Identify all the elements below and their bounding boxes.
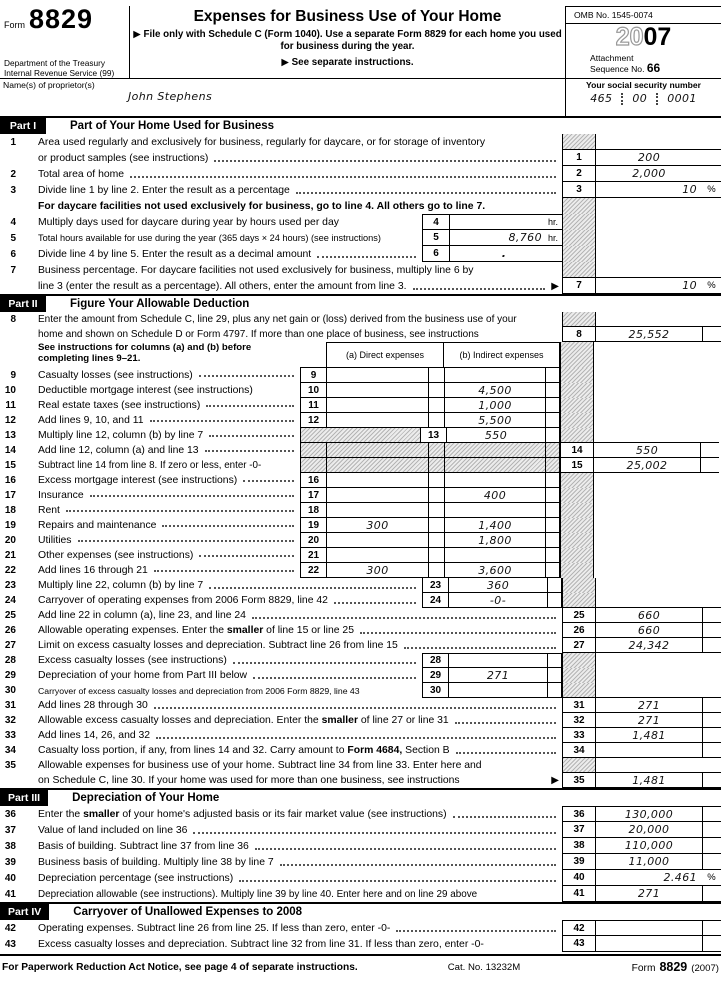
- dot-leader: [90, 495, 294, 497]
- filing-instruction: ▶ File only with Schedule C (Form 1040). Use a separate Form 8829 for each home you used for business during the year.: [133, 29, 562, 52]
- line-40-label: Depreciation percentage (see instructions): [38, 872, 234, 884]
- line-28-value[interactable]: [449, 653, 547, 668]
- line-35-number: 35: [4, 760, 16, 771]
- dot-leader: [154, 570, 294, 572]
- line-14-label: Add line 12, column (a) and line 13: [38, 445, 199, 456]
- line-23-number: 23: [4, 580, 16, 591]
- line-20-row: 20 Utilities 20 1,800: [0, 533, 721, 548]
- form-title-block: [130, 6, 565, 78]
- line-11-label: Real estate taxes (see instructions): [38, 400, 201, 411]
- line-25-number: 25: [4, 610, 16, 621]
- attachment-sequence: Attachment Sequence No. 66: [590, 53, 661, 75]
- part2-tag: Part II: [0, 296, 46, 312]
- line-17-label: Insurance: [38, 490, 84, 501]
- dot-leader: [78, 540, 295, 542]
- dot-leader: [243, 480, 294, 482]
- line-43-label: Excess casualty losses and depreciation. Subtract line 32 from line 31. If less than zero, enter -0-: [38, 938, 484, 950]
- proprietor-name-field[interactable]: John Stephens: [128, 90, 213, 103]
- form-number: 8829: [29, 4, 94, 34]
- line-23-row: 23 Multiply line 22, column (b) by line 7 23 360: [0, 578, 721, 593]
- line-41-number: 41: [4, 888, 16, 900]
- line-41-value[interactable]: 271: [596, 886, 702, 902]
- line-38-row: 38 Basis of building. Subtract line 37 from line 36 38 110,000: [0, 838, 721, 854]
- line-20-label: Utilities: [38, 535, 72, 546]
- line-17-direct[interactable]: [326, 488, 428, 503]
- line-1-label-a: Area used regularly and exclusively for business, regularly for daycare, or for storage of inventory: [38, 136, 486, 148]
- columns-note: See instructions for columns (a) and (b) before completing lines 9–21.: [38, 342, 252, 364]
- line-39-label: Business basis of building. Multiply line 38 by line 7: [38, 856, 274, 868]
- line-4-label: Multiply days used for daycare during year by hours used per day: [38, 216, 339, 228]
- line-16-number: 16: [4, 475, 16, 486]
- column-a-header: (a) Direct expenses: [326, 342, 444, 368]
- line-26-value[interactable]: 660: [596, 623, 702, 638]
- line-1-row-a: [0, 134, 721, 150]
- line-33-number: 33: [4, 730, 16, 741]
- line-1-row-b: or product samples (see instructions) 1 200: [0, 150, 721, 166]
- line-43-row: 43 Excess casualty losses and depreciation. Subtract line 32 from line 31. If less than zero, enter -0- 43: [0, 936, 721, 952]
- line-4-number: 4: [10, 216, 16, 228]
- ssn-label: Your social security number: [586, 80, 701, 90]
- line-13-row: 13 Multiply line 12, column (b) by line 7 13 550: [0, 428, 721, 443]
- line-22-direct[interactable]: 300: [326, 563, 428, 578]
- line-34-number: 34: [4, 745, 16, 756]
- line-9-row: 9 Casualty losses (see instructions) 9: [0, 368, 721, 383]
- dot-leader: [239, 880, 556, 882]
- dept-line-2: Internal Revenue Service (99): [4, 67, 115, 78]
- dot-leader: [156, 737, 556, 739]
- line-12-indirect[interactable]: 5,500: [444, 413, 545, 428]
- line-14-value[interactable]: 550: [594, 443, 700, 458]
- line-15-row: 15 Subtract line 14 from line 8. If zero or less, enter -0- 15 25,002: [0, 458, 721, 473]
- part3-tag: Part III: [0, 790, 48, 806]
- line-21-row: 21 Other expenses (see instructions) 21: [0, 548, 721, 563]
- line-17-indirect[interactable]: 400: [444, 488, 545, 503]
- line-3-label: Divide line 1 by line 2. Enter the result as a percentage: [38, 184, 290, 196]
- line-7-label-b: line 3 (enter the result as a percentage). All others, enter the amount from line 3.: [38, 280, 407, 292]
- line-6-number: 6: [10, 248, 16, 260]
- dot-leader: [317, 256, 416, 258]
- line-26-label: Allowable operating expenses. Enter the smaller of line 15 or line 25: [38, 625, 354, 636]
- line-6-label: Divide line 4 by line 5. Enter the result as a decimal amount: [38, 248, 312, 260]
- dept-line-1: Department of the Treasury: [4, 58, 105, 68]
- line-15-label: Subtract line 14 from line 8. If zero or less, enter -0-: [38, 460, 262, 471]
- line-36-row: 36 Enter the smaller of your home's adjusted basis or its fair market value (see instructions) 36 130,000: [0, 806, 721, 822]
- line-31-value[interactable]: 271: [596, 698, 702, 713]
- line-37-value[interactable]: 20,000: [596, 822, 702, 838]
- line-22-row: 22 Add lines 16 through 21 22 300 3,600: [0, 563, 721, 578]
- line-36-number: 36: [4, 808, 16, 820]
- line-16-indirect[interactable]: [444, 473, 545, 488]
- dot-leader: [334, 602, 416, 604]
- dot-leader: [252, 617, 556, 619]
- paperwork-notice: For Paperwork Reduction Act Notice, see page 4 of separate instructions.: [2, 961, 358, 973]
- line-9-number: 9: [10, 370, 16, 381]
- line-19-row: 19 Repairs and maintenance 19 300 1,400: [0, 518, 721, 533]
- line-27-row: 27 Limit on excess casualty losses and depreciation. Subtract line 26 from line 15 27 24,342: [0, 638, 721, 653]
- line-32-label: Allowable excess casualty losses and depreciation. Enter the smaller of line 27 or line 31: [38, 715, 449, 726]
- line-31-number: 31: [4, 700, 16, 711]
- line-12-label: Add lines 9, 10, and 11: [38, 415, 144, 426]
- line-28-label: Excess casualty losses (see instructions): [38, 655, 227, 666]
- line-24-label: Carryover of operating expenses from 2006 Form 8829, line 42: [38, 595, 328, 606]
- line-12-number: 12: [4, 415, 16, 426]
- dot-leader: [154, 707, 556, 709]
- line-7-label-a: Business percentage. For daycare facilities not used exclusively for business, multiply line 6 by: [38, 264, 474, 276]
- dot-leader: [280, 864, 556, 866]
- line-34-label: Casualty loss portion, if any, from lines 14 and 32. Carry amount to Form 4684, Section B: [38, 745, 450, 756]
- line-42-row: 42 Operating expenses. Subtract line 26 from line 25. If less than zero, enter -0- 42: [0, 920, 721, 936]
- line-18-row: 18 Rent 18: [0, 503, 721, 518]
- line-32-number: 32: [4, 715, 16, 726]
- line-5-value[interactable]: 8,760 hr.: [450, 230, 562, 246]
- dot-leader: [150, 420, 294, 422]
- line-10-number: 10: [4, 385, 16, 396]
- line-8-row-b: home and shown on Schedule D or Form 4797. If more than one place of business, see instructions 8 25,552: [0, 327, 721, 342]
- line-19-direct[interactable]: 300: [326, 518, 428, 533]
- line-11-indirect[interactable]: 1,000: [444, 398, 545, 413]
- line-7-row-b: line 3 (enter the result as a percentage). All others, enter the amount from line 3. ▶ 7 10 %: [0, 278, 721, 294]
- line-14-number: 14: [4, 445, 16, 456]
- dot-leader: [396, 930, 556, 932]
- dot-leader: [205, 450, 294, 452]
- line-9-label: Casualty losses (see instructions): [38, 370, 193, 381]
- form-title: Expenses for Business Use of Your Home: [193, 8, 502, 25]
- dot-leader: [214, 160, 556, 162]
- line-30-row: 30 Carryover of excess casualty losses and depreciation from 2006 Form 8829, line 43 30: [0, 683, 721, 698]
- line-20-indirect[interactable]: 1,800: [444, 533, 545, 548]
- part2-bar: [0, 294, 721, 312]
- dot-leader: [453, 816, 556, 818]
- dot-leader: [253, 677, 416, 679]
- line-19-number: 19: [4, 520, 16, 531]
- columns-note-row: [0, 342, 721, 368]
- ssn-separator: [621, 93, 623, 105]
- line-35-value[interactable]: 1,481: [596, 773, 702, 788]
- dot-leader: [199, 375, 294, 377]
- line-30-value[interactable]: [449, 683, 547, 698]
- line-22-label: Add lines 16 through 21: [38, 565, 148, 576]
- line-8-row-a: [0, 312, 721, 327]
- line-8-label-a: Enter the amount from Schedule C, line 29, plus any net gain or (loss) derived from the business use of your: [38, 314, 517, 325]
- line-32-value[interactable]: 271: [596, 713, 702, 728]
- line-30-label: Carryover of excess casualty losses and depreciation from 2006 Form 8829, line 43: [38, 685, 360, 696]
- line-37-row: 37 Value of land included on line 36 37 20,000: [0, 822, 721, 838]
- line-11-row: 11 Real estate taxes (see instructions) 11 1,000: [0, 398, 721, 413]
- line-1-label-b: or product samples (see instructions): [38, 152, 209, 164]
- line-18-direct[interactable]: [326, 503, 428, 518]
- omb-number: OMB No. 1545-0074: [566, 7, 721, 24]
- form-footer: [0, 954, 721, 978]
- line-40-value[interactable]: 2.461: [596, 870, 702, 886]
- line-27-number: 27: [4, 640, 16, 651]
- line-10-label: Deductible mortgage interest (see instructions): [38, 385, 253, 396]
- line-22-indirect[interactable]: 3,600: [444, 563, 545, 578]
- part1-tag: Part I: [0, 118, 46, 134]
- line-40-unit: %: [702, 870, 721, 886]
- line-36-value[interactable]: 130,000: [596, 806, 702, 822]
- line-5-unit: hr.: [547, 232, 558, 243]
- line-42-number: 42: [4, 922, 16, 934]
- line-29-label: Depreciation of your home from Part III below: [38, 670, 248, 681]
- line-35-label-a: Allowable expenses for business use of your home. Subtract line 34 from line 33. Enter here and: [38, 760, 482, 771]
- line-1-value[interactable]: 200: [596, 150, 702, 166]
- line-18-number: 18: [4, 505, 16, 516]
- line-14-row: 14 Add line 12, column (a) and line 13 14 550: [0, 443, 721, 458]
- line-2-row: 2 Total area of home 2 2,000: [0, 166, 721, 182]
- line-21-direct[interactable]: [326, 548, 428, 563]
- dot-leader: [455, 722, 556, 724]
- dot-leader: [255, 848, 556, 850]
- dot-leader: [209, 587, 416, 589]
- line-31-row: 31 Add lines 28 through 30 31 271: [0, 698, 721, 713]
- line-2-number: 2: [10, 168, 16, 180]
- dot-leader: [66, 510, 294, 512]
- year-bold: 07: [643, 23, 672, 51]
- line-23-value[interactable]: 360: [449, 578, 547, 593]
- line-34-row: 34 Casualty loss portion, if any, from lines 14 and 32. Carry amount to Form 4684, Section B 34: [0, 743, 721, 758]
- line-35-row-a: [0, 758, 721, 773]
- daycare-note: For daycare facilities not used exclusively for business, go to line 4. All others go to line 7.: [38, 200, 486, 212]
- arrow-icon: ▶: [551, 775, 559, 786]
- form-footer-id: Form 8829 (2007): [631, 960, 719, 974]
- line-31-label: Add lines 28 through 30: [38, 700, 148, 711]
- line-21-number: 21: [4, 550, 16, 561]
- line-3-row: 3 Divide line 1 by line 2. Enter the result as a percentage 3 10 %: [0, 182, 721, 198]
- line-32-row: 32 Allowable excess casualty losses and depreciation. Enter the smaller of line 27 or line 31 32 271: [0, 713, 721, 728]
- line-11-number: 11: [5, 400, 16, 411]
- line-8-label-b: home and shown on Schedule D or Form 4797. If more than one place of business, see instructions: [38, 329, 479, 340]
- line-33-value[interactable]: 1,481: [596, 728, 702, 743]
- line-35-row-b: on Schedule C, line 30. If your home was used for more than one business, see instructions ▶ 35 1,481: [0, 773, 721, 788]
- line-13-label: Multiply line 12, column (b) by line 7: [38, 430, 204, 441]
- line-6-value[interactable]: .: [450, 246, 562, 262]
- line-19-indirect[interactable]: 1,400: [444, 518, 545, 533]
- part2-title: Figure Your Allowable Deduction: [70, 298, 250, 310]
- line-38-label: Basis of building. Subtract line 37 from line 36: [38, 840, 249, 852]
- part1-bar: [0, 116, 721, 134]
- dot-leader: [296, 192, 556, 194]
- line-35-label-b: on Schedule C, line 30. If your home was used for more than one business, see instructions: [38, 775, 460, 786]
- line-10-direct[interactable]: [326, 383, 428, 398]
- line-17-row: 17 Insurance 17 400: [0, 488, 721, 503]
- line-2-value[interactable]: 2,000: [596, 166, 702, 182]
- line-41-row: 41 Depreciation allowable (see instructions). Multiply line 39 by line 40. Enter here and on line 29 above 41 271: [0, 886, 721, 902]
- part3-bar: [0, 788, 721, 806]
- line-26-number: 26: [4, 625, 16, 636]
- dot-leader: [404, 647, 556, 649]
- line-24-value[interactable]: -0-: [449, 593, 547, 608]
- line-33-row: 33 Add lines 14, 26, and 32 33 1,481: [0, 728, 721, 743]
- line-23-label: Multiply line 22, column (b) by line 7: [38, 580, 204, 591]
- line-29-value[interactable]: 271: [449, 668, 547, 683]
- line-8-number: 8: [10, 314, 16, 325]
- line-9-indirect[interactable]: [444, 368, 545, 383]
- line-25-value[interactable]: 660: [596, 608, 702, 623]
- line-30-number: 30: [4, 685, 16, 696]
- line-20-number: 20: [4, 535, 16, 546]
- column-b-header: (b) Indirect expenses: [444, 342, 560, 368]
- line-40-row: 40 Depreciation percentage (see instructions) 40 2.461 %: [0, 870, 721, 886]
- line-24-number: 24: [4, 595, 16, 606]
- part4-title: Carryover of Unallowed Expenses to 2008: [73, 906, 303, 918]
- line-11-direct[interactable]: [326, 398, 428, 413]
- line-7-value[interactable]: 10: [596, 278, 702, 294]
- line-4-row: 4 Multiply days used for daycare during year by hours used per day 4 hr.: [0, 214, 721, 230]
- dot-leader: [193, 832, 556, 834]
- dot-leader: [233, 662, 416, 664]
- line-26-row: 26 Allowable operating expenses. Enter the smaller of line 15 or line 25 26 660: [0, 623, 721, 638]
- line-15-number: 15: [4, 460, 16, 471]
- catalog-number: Cat. No. 13232M: [447, 961, 521, 973]
- see-instructions: ▶ See separate instructions.: [281, 57, 414, 68]
- line-13-value[interactable]: 550: [447, 428, 545, 443]
- line-25-label: Add line 22 in column (a), line 23, and line 24: [38, 610, 246, 621]
- line-38-value[interactable]: 110,000: [596, 838, 702, 854]
- line-20-direct[interactable]: [326, 533, 428, 548]
- part4-tag: Part IV: [0, 904, 49, 920]
- line-36-label: Enter the smaller of your home's adjusted basis or its fair market value (see instructions): [38, 808, 447, 820]
- arrow-icon: ▶: [551, 280, 559, 292]
- line-7-row-a: [0, 262, 721, 278]
- line-8-value[interactable]: 25,552: [596, 327, 702, 342]
- line-12-direct[interactable]: [326, 413, 428, 428]
- line-15-value[interactable]: 25,002: [594, 458, 700, 473]
- line-16-direct[interactable]: [326, 473, 428, 488]
- line-4-value[interactable]: [450, 214, 562, 230]
- line-16-row: 16 Excess mortgage interest (see instructions) 16: [0, 473, 721, 488]
- dot-leader: [199, 555, 294, 557]
- line-38-number: 38: [4, 840, 16, 852]
- line-1-number: 1: [10, 136, 16, 148]
- line-42-label: Operating expenses. Subtract line 26 from line 25. If less than zero, enter -0-: [38, 922, 391, 934]
- line-43-value[interactable]: [596, 936, 702, 952]
- dot-leader: [130, 176, 556, 178]
- tax-year: [566, 25, 721, 53]
- dot-leader: [206, 405, 294, 407]
- ssn-separator: [656, 93, 658, 105]
- line-5-row: 5 Total hours available for use during the year (365 days × 24 hours) (see instructions) 5 8,760 hr.: [0, 230, 721, 246]
- part4-bar: [0, 902, 721, 920]
- line-12-row: 12 Add lines 9, 10, and 11 12 5,500: [0, 413, 721, 428]
- line-37-label: Value of land included on line 36: [38, 824, 188, 836]
- line-28-number: 28: [4, 655, 16, 666]
- line-4-unit: hr.: [547, 217, 558, 227]
- line-19-label: Repairs and maintenance: [38, 520, 157, 531]
- line-40-number: 40: [4, 872, 16, 884]
- line-34-value[interactable]: [596, 743, 702, 758]
- line-5-number: 5: [10, 232, 16, 244]
- line-39-row: 39 Business basis of building. Multiply line 38 by line 7 39 11,000: [0, 854, 721, 870]
- line-27-value[interactable]: 24,342: [596, 638, 702, 653]
- line-9-direct[interactable]: [326, 368, 428, 383]
- line-39-number: 39: [4, 856, 16, 868]
- line-39-value[interactable]: 11,000: [596, 854, 702, 870]
- line-3-unit: %: [702, 182, 721, 198]
- line-3-value[interactable]: 10: [596, 182, 702, 198]
- line-18-indirect[interactable]: [444, 503, 545, 518]
- line-25-row: 25 Add line 22 in column (a), line 23, and line 24 25 660: [0, 608, 721, 623]
- line-21-label: Other expenses (see instructions): [38, 550, 194, 561]
- dot-leader: [413, 288, 546, 290]
- line-3-number: 3: [10, 184, 16, 196]
- line-29-row: 29 Depreciation of your home from Part III below 29 271: [0, 668, 721, 683]
- line-24-row: 24 Carryover of operating expenses from 2006 Form 8829, line 42 24 -0-: [0, 593, 721, 608]
- form-word: Form: [4, 20, 25, 30]
- line-28-row: 28 Excess casualty losses (see instructions) 28: [0, 653, 721, 668]
- line-41-label: Depreciation allowable (see instructions). Multiply line 39 by line 40. Enter here and on line 29 above: [38, 888, 478, 900]
- line-29-number: 29: [4, 670, 16, 681]
- line-22-number: 22: [4, 565, 16, 576]
- part3-title: Depreciation of Your Home: [72, 792, 220, 804]
- dot-leader: [456, 752, 556, 754]
- line-17-number: 17: [4, 490, 16, 501]
- line-27-label: Limit on excess casualty losses and depreciation. Subtract line 26 from line 15: [38, 640, 398, 651]
- line-33-label: Add lines 14, 26, and 32: [38, 730, 151, 741]
- line-10-row: 10 Deductible mortgage interest (see instructions) 10 4,500: [0, 383, 721, 398]
- name-row: [0, 78, 721, 116]
- daycare-note-row: [0, 198, 721, 214]
- line-21-indirect[interactable]: [444, 548, 545, 563]
- omb-block: [565, 6, 721, 78]
- line-43-number: 43: [4, 938, 16, 950]
- line-37-number: 37: [4, 824, 16, 836]
- line-10-indirect[interactable]: 4,500: [444, 383, 545, 398]
- dot-leader: [360, 632, 556, 634]
- line-18-label: Rent: [38, 505, 60, 516]
- line-6-row: 6 Divide line 4 by line 5. Enter the result as a decimal amount 6 .: [0, 246, 721, 262]
- form-number-block: [0, 6, 130, 78]
- line-2-label: Total area of home: [38, 168, 125, 180]
- line-7-unit: %: [702, 278, 721, 294]
- form-header: [0, 6, 721, 78]
- dot-leader: [162, 525, 294, 527]
- part1-title: Part of Your Home Used for Business: [70, 120, 275, 132]
- line-7-number: 7: [10, 264, 16, 276]
- sequence-number: 66: [646, 61, 661, 75]
- line-42-value[interactable]: [596, 920, 702, 936]
- line-13-number: 13: [4, 430, 16, 441]
- line-5-label: Total hours available for use during the year (365 days × 24 hours) (see instructions): [38, 233, 381, 243]
- year-outline: 20: [615, 23, 644, 51]
- ssn-field[interactable]: 465 00 0001: [590, 92, 697, 105]
- line-16-label: Excess mortgage interest (see instructions): [38, 475, 238, 486]
- proprietor-name-label: Name(s) of proprietor(s): [3, 80, 95, 90]
- dot-leader: [209, 435, 294, 437]
